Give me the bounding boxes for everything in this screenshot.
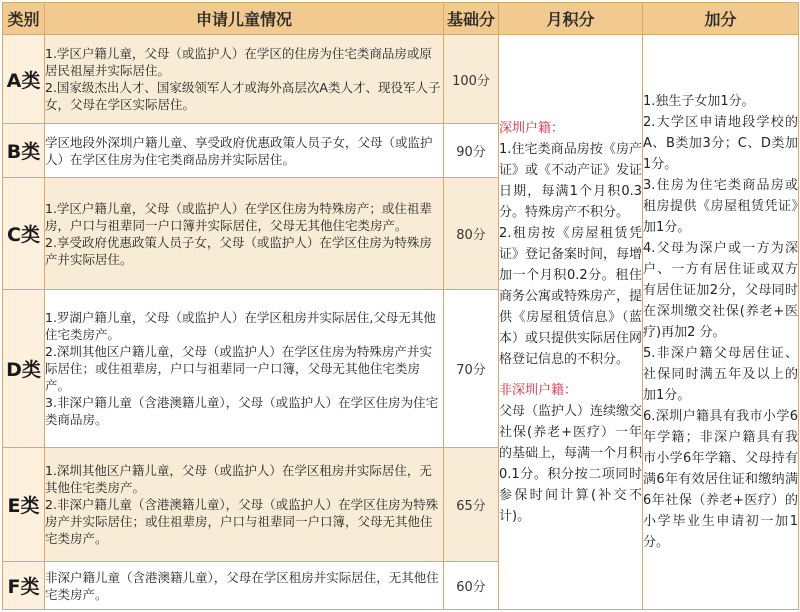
- monthly-shenzhen-rule-2: 2.租房按《房屋租赁凭证》登记备案时间，每增加一个月积0.2分。租住商务公寓或特殊房产，提供《房屋租赁信息》（蓝本）或只提供实际居住网格登记信息的不积分。: [499, 225, 643, 367]
- situation-f-line-1: 非深户籍儿童（含港澳籍儿童），父母在学区租房并实际居住，无其他住宅类房产。: [45, 569, 439, 602]
- situation-c: [45, 178, 444, 290]
- base-score-a: 100分: [444, 35, 499, 124]
- bonus-item-1: 1.独生子女加1分。: [643, 94, 755, 109]
- situation-e-line-1: 1.深圳其他区户籍儿童，父母（或监护人）在学区租房并实际居住，无其他住宅类房产。: [45, 463, 432, 495]
- bonus-item-5: 5.非深户籍父母居住证、社保同时满五年及以上的加1分。: [643, 346, 798, 403]
- category-f: F类: [3, 562, 45, 610]
- situation-e-line-2: 2.非深户籍儿童（含港澳籍儿童），父母（或监护人）在学区住房为特殊房产并实际居住；或住祖辈房，户口与祖辈同一户口簿，父母无其他住宅类房产。: [45, 497, 439, 546]
- category-b: B类: [3, 124, 45, 178]
- situation-a: [45, 35, 444, 124]
- base-score-f: 60分: [444, 562, 499, 610]
- bonus-item-6: 6.深圳户籍具有我市小学6年学籍；非深户籍具有我市小学6年学籍、父母持有满6年有效居住证和缴纳满6年社保（养老+医疗）的小学毕业生申请初一加1分。: [643, 409, 798, 550]
- bonus-item-2: 2.大学区申请地段学校的A、B类加3分；C、D类加1分。: [643, 115, 798, 172]
- situation-d: [45, 290, 444, 448]
- situation-f: [45, 562, 444, 610]
- bonus-cell: [643, 35, 799, 610]
- situation-e: [45, 448, 444, 562]
- monthly-spacer: [499, 370, 642, 380]
- header-row: [3, 3, 799, 35]
- situation-a-line-2: 2.国家级杰出人才、国家级领军人才或海外高层次A类人才、现役军人子女，父母在学区实际居住。: [45, 80, 441, 112]
- situation-b-line-1: 学区地段外深圳户籍儿童、享受政府优惠政策人员子女，父母（或监护人）在学区住房为住宅类商品房并实际居住。: [45, 134, 433, 167]
- base-score-e: 65分: [444, 448, 499, 562]
- header-base-score: 基础分: [444, 3, 499, 35]
- situation-d-line-2: 2.深圳其他区户籍儿童，父母（或监护人）在学区住房为特殊房产并实际居住；或住祖辈房，户口与祖辈同一户口簿，父母无其他住宅类房产。: [45, 344, 432, 393]
- category-c: C类: [3, 178, 45, 290]
- monthly-shenzhen-title: 深圳户籍：: [499, 120, 565, 136]
- table-row-a: [3, 35, 799, 124]
- category-e: E类: [3, 448, 45, 562]
- bonus-item-3: 3.住房为住宅类商品房或租房提供《房屋租赁凭证》加1分。: [643, 178, 798, 235]
- monthly-shenzhen-rule-1: 1.住宅类商品房按《房产证》或《不动产证》发证日期，每满1个月积0.3分。特殊房产不积分。: [499, 141, 643, 220]
- base-score-c: 80分: [444, 178, 499, 290]
- header-category: 类别: [3, 3, 45, 35]
- monthly-non-shenzhen-rule: 父母（监护人）连续缴交社保(养老+医疗）一年的基础上，每满一个月积0.1分。积分按二项同时参保时间计算(补交不计)。: [499, 403, 643, 524]
- admission-score-table: [2, 2, 799, 610]
- header-situation: 申请儿童情况: [45, 3, 444, 35]
- base-score-b: 90分: [444, 124, 499, 178]
- situation-c-line-2: 2.享受政府优惠政策人员子女，父母（或监护人）在学区住房为特殊房产并实际居住。: [45, 234, 432, 267]
- situation-d-line-3: 3.非深户籍儿童（含港澳籍儿童），父母（或监护人）在学区住房为住宅类商品房。: [45, 395, 439, 427]
- category-a: A类: [3, 35, 45, 124]
- situation-d-line-1: 1.罗湖户籍儿童，父母（或监护人）在学区租房并实际居住,父母无其他住宅类房产。: [45, 310, 436, 342]
- situation-a-line-1: 1.学区户籍儿童，父母（或监护人）在学区的住房为住宅类商品房或原居民祖屋并实际居住。: [45, 46, 432, 78]
- header-monthly-score: 月积分: [499, 3, 643, 35]
- situation-b: [45, 124, 444, 178]
- monthly-non-shenzhen-title: 非深圳户籍：: [499, 382, 578, 398]
- base-score-d: 70分: [444, 290, 499, 448]
- monthly-score-cell: [499, 35, 643, 610]
- situation-c-line-1: 1.学区户籍儿童，父母（或监护人）在学区住房为特殊房产；或住祖辈房，户口与祖辈同一户口簿并实际居住，父母无其他住宅类房产。: [45, 200, 432, 233]
- bonus-item-4: 4.父母为深户或一方为深户、一方有居住证或双方有居住证加2分，父母同时在深圳缴交社保(养老+医疗)再加2 分。: [643, 241, 798, 340]
- category-d: D类: [3, 290, 45, 448]
- header-bonus: 加分: [643, 3, 799, 35]
